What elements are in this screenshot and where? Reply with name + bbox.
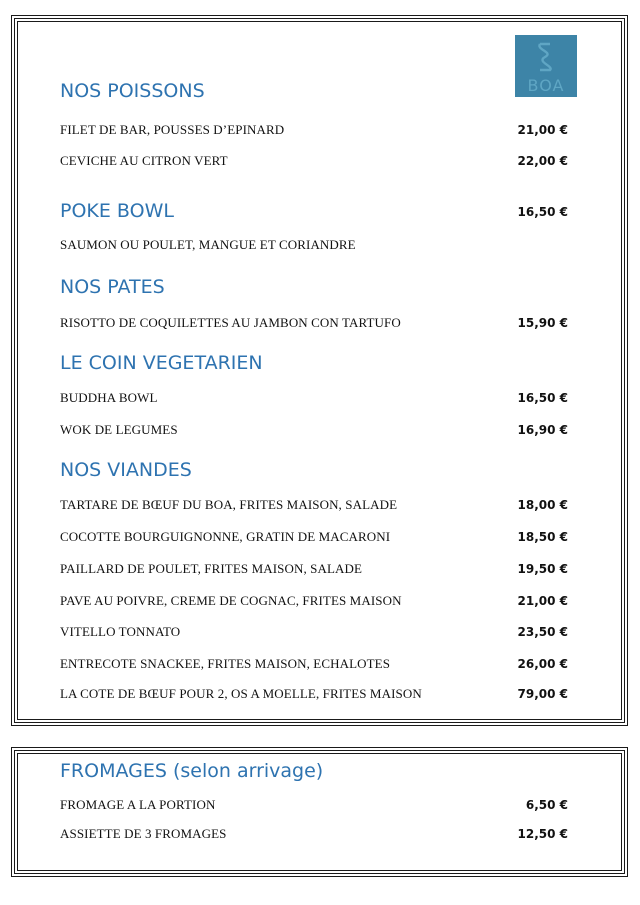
boa-logo-mark-icon <box>537 42 553 72</box>
menu-item-name: LA COTE DE BŒUF POUR 2, OS A MOELLE, FRITES MAISON <box>60 686 422 701</box>
menu-item-price: 18,00 € <box>517 498 568 512</box>
menu-item-name: ASSIETTE DE 3 FROMAGES <box>60 826 227 841</box>
menu-item-name: SAUMON OU POULET, MANGUE ET CORIANDRE <box>60 237 356 252</box>
menu-item-price: 6,50 € <box>525 798 568 812</box>
menu-item-price: 23,50 € <box>517 625 568 639</box>
menu-item-name: PAVE AU POIVRE, CREME DE COGNAC, FRITES MAISON <box>60 593 402 608</box>
menu-item-name: CEVICHE AU CITRON VERT <box>60 153 228 168</box>
menu-item-name: FROMAGE A LA PORTION <box>60 797 216 812</box>
section-title-fromages: FROMAGES (selon arrivage) <box>60 760 324 782</box>
menu-item-price: 22,00 € <box>517 154 568 168</box>
menu-item-name: WOK DE LEGUMES <box>60 422 178 437</box>
menu-item-price: 79,00 € <box>517 687 568 701</box>
menu-item-name: FILET DE BAR, POUSSES D’EPINARD <box>60 122 285 137</box>
menu-item-name: BUDDHA BOWL <box>60 390 158 405</box>
menu-item-name: ENTRECOTE SNACKEE, FRITES MAISON, ECHALOTES <box>60 656 391 671</box>
menu-item-name: VITELLO TONNATO <box>60 624 181 639</box>
menu-item-price: 18,50 € <box>517 530 568 544</box>
section-price-poke-bowl: 16,50 € <box>517 205 568 219</box>
menu-item-price: 21,00 € <box>517 594 568 608</box>
boa-logo-text: BOA <box>527 76 565 95</box>
section-title-poissons: NOS POISSONS <box>60 80 205 102</box>
section-title-vegetarien: LE COIN VEGETARIEN <box>60 352 263 374</box>
menu-item-price: 19,50 € <box>517 562 568 576</box>
menu-item-price: 15,90 € <box>517 316 568 330</box>
menu-item-price: 16,50 € <box>517 391 568 405</box>
section-title-pates: NOS PATES <box>60 276 165 298</box>
menu-item-name: PAILLARD DE POULET, FRITES MAISON, SALADE <box>60 561 363 576</box>
menu-item-name: RISOTTO DE COQUILETTES AU JAMBON CON TARTUFO <box>60 315 401 330</box>
menu-item-price: 16,90 € <box>517 423 568 437</box>
menu-item-price: 26,00 € <box>517 657 568 671</box>
section-title-poke-bowl: POKE BOWL <box>60 200 174 222</box>
boa-logo <box>515 35 577 97</box>
menu-item-name: TARTARE DE BŒUF DU BOA, FRITES MAISON, SALADE <box>60 497 398 512</box>
menu-item-price: 21,00 € <box>517 123 568 137</box>
section-title-viandes: NOS VIANDES <box>60 459 192 481</box>
menu-item-name: COCOTTE BOURGUIGNONNE, GRATIN DE MACARONI <box>60 529 391 544</box>
menu-item-price: 12,50 € <box>517 827 568 841</box>
